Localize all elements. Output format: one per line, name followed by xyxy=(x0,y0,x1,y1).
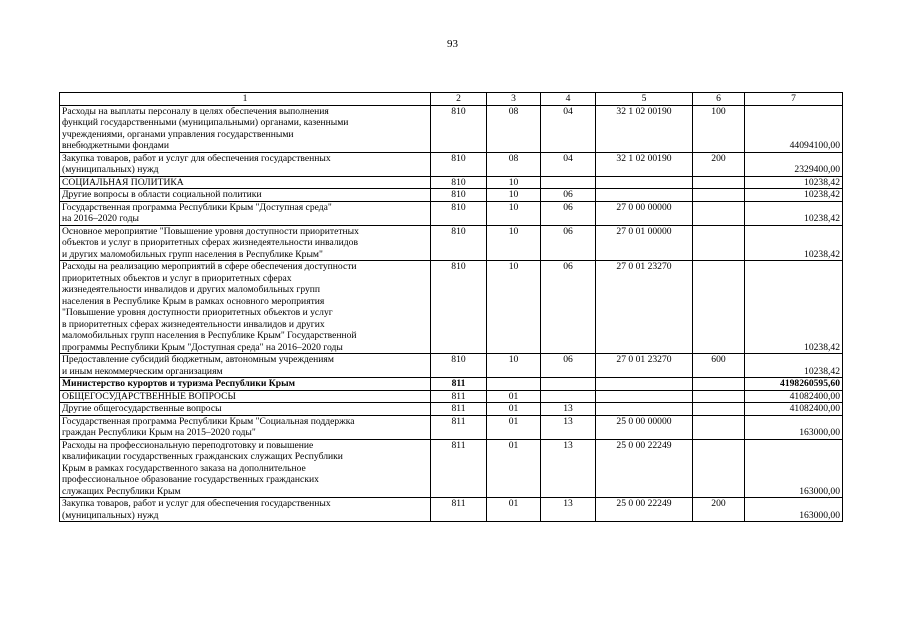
cell-sum: 163000,00 xyxy=(745,498,843,522)
cell-sum: 41082400,00 xyxy=(745,390,843,403)
cell-rz: 10 xyxy=(487,261,541,354)
cell-ved: 811 xyxy=(431,498,487,522)
header-cell: 4 xyxy=(541,93,596,106)
header-cell: 6 xyxy=(693,93,745,106)
cell-pr: 13 xyxy=(541,439,596,498)
cell-name: СОЦИАЛЬНАЯ ПОЛИТИКА xyxy=(60,176,431,189)
cell-rz: 10 xyxy=(487,354,541,378)
table-row xyxy=(60,201,843,225)
cell-sum: 163000,00 xyxy=(745,415,843,439)
cell-csr: 25 0 00 22249 xyxy=(596,439,693,498)
cell-rz: 08 xyxy=(487,152,541,176)
table-row xyxy=(60,415,843,439)
cell-pr: 06 xyxy=(541,189,596,202)
cell-ved: 810 xyxy=(431,354,487,378)
cell-sum: 41082400,00 xyxy=(745,403,843,416)
cell-ved: 810 xyxy=(431,176,487,189)
header-cell: 5 xyxy=(596,93,693,106)
cell-pr: 04 xyxy=(541,105,596,152)
header-row xyxy=(60,93,843,106)
cell-name: Другие вопросы в области социальной политики xyxy=(60,189,431,202)
cell-ved: 810 xyxy=(431,225,487,261)
cell-csr: 27 0 01 00000 xyxy=(596,225,693,261)
cell-rz: 10 xyxy=(487,201,541,225)
cell-csr xyxy=(596,378,693,391)
table-row xyxy=(60,225,843,261)
cell-csr: 32 1 02 00190 xyxy=(596,105,693,152)
cell-pr: 06 xyxy=(541,201,596,225)
cell-csr xyxy=(596,189,693,202)
cell-pr xyxy=(541,176,596,189)
cell-vr xyxy=(693,403,745,416)
cell-pr xyxy=(541,390,596,403)
cell-name: Закупка товаров, работ и услуг для обеспечения государственных (муниципальных) нужд xyxy=(60,152,431,176)
table-row xyxy=(60,189,843,202)
cell-vr xyxy=(693,378,745,391)
cell-name: Предоставление субсидий бюджетным, автономным учреждениям и иным некоммерческим организациям xyxy=(60,354,431,378)
cell-rz: 01 xyxy=(487,498,541,522)
cell-ved: 810 xyxy=(431,261,487,354)
cell-rz: 10 xyxy=(487,225,541,261)
cell-name: Расходы на профессиональную переподготовку и повышение квалификации государственных гражданских служащих Республики Крым в рамках государственного заказа на дополнительное профессиональное образование государственных гражданских служащих Республики Крым xyxy=(60,439,431,498)
cell-pr: 13 xyxy=(541,403,596,416)
cell-csr xyxy=(596,176,693,189)
cell-name: Государственная программа Республики Крым "Социальная поддержка граждан Республики Крым на 2015–2020 годы" xyxy=(60,415,431,439)
cell-ved: 810 xyxy=(431,105,487,152)
cell-csr: 27 0 00 00000 xyxy=(596,201,693,225)
cell-sum: 10238,42 xyxy=(745,189,843,202)
cell-csr: 25 0 00 00000 xyxy=(596,415,693,439)
cell-rz: 01 xyxy=(487,390,541,403)
cell-ved: 811 xyxy=(431,415,487,439)
cell-pr: 06 xyxy=(541,354,596,378)
cell-name: Министерство курортов и туризма Республики Крым xyxy=(60,378,431,391)
table-row xyxy=(60,390,843,403)
cell-csr: 25 0 00 22249 xyxy=(596,498,693,522)
cell-sum: 4198260595,60 xyxy=(745,378,843,391)
cell-vr xyxy=(693,415,745,439)
cell-sum: 10238,42 xyxy=(745,176,843,189)
cell-csr: 32 1 02 00190 xyxy=(596,152,693,176)
cell-vr xyxy=(693,390,745,403)
header-cell: 2 xyxy=(431,93,487,106)
cell-sum: 10238,42 xyxy=(745,201,843,225)
cell-name: Закупка товаров, работ и услуг для обеспечения государственных (муниципальных) нужд xyxy=(60,498,431,522)
cell-vr xyxy=(693,189,745,202)
cell-ved: 811 xyxy=(431,378,487,391)
cell-rz: 10 xyxy=(487,176,541,189)
cell-ved: 810 xyxy=(431,201,487,225)
cell-name: Расходы на реализацию мероприятий в сфере обеспечения доступности приоритетных объектов и услуг в приоритетных сферах жизнедеятельности инвалидов и других маломобильных групп населения в Республике Крым в рамках основного мероприятия "Повышение уровня доступности приоритетных объектов и услуг в приоритетных сферах жизнедеятельности инвалидов и других маломобильных групп населения в Республике Крым" Государственной программы Республики Крым "Доступная среда" на 2016–2020 годы xyxy=(60,261,431,354)
table-row xyxy=(60,378,843,391)
cell-csr: 27 0 01 23270 xyxy=(596,354,693,378)
cell-vr: 600 xyxy=(693,354,745,378)
cell-vr xyxy=(693,201,745,225)
cell-sum: 163000,00 xyxy=(745,439,843,498)
cell-pr: 13 xyxy=(541,415,596,439)
table-row xyxy=(60,176,843,189)
header-cell: 7 xyxy=(745,93,843,106)
cell-pr: 06 xyxy=(541,225,596,261)
cell-ved: 810 xyxy=(431,152,487,176)
cell-vr xyxy=(693,439,745,498)
cell-ved: 810 xyxy=(431,189,487,202)
table-row xyxy=(60,354,843,378)
cell-name: Основное мероприятие "Повышение уровня доступности приоритетных объектов и услуг в приоритетных сферах жизнедеятельности инвалидов и других маломобильных групп населения в Республике Крым" xyxy=(60,225,431,261)
cell-sum: 10238,42 xyxy=(745,261,843,354)
cell-csr xyxy=(596,403,693,416)
cell-pr: 04 xyxy=(541,152,596,176)
cell-name: ОБЩЕГОСУДАРСТВЕННЫЕ ВОПРОСЫ xyxy=(60,390,431,403)
cell-name: Другие общегосударственные вопросы xyxy=(60,403,431,416)
cell-ved: 811 xyxy=(431,403,487,416)
cell-rz: 01 xyxy=(487,415,541,439)
table-row xyxy=(60,152,843,176)
cell-vr: 100 xyxy=(693,105,745,152)
cell-ved: 811 xyxy=(431,390,487,403)
header-cell: 3 xyxy=(487,93,541,106)
cell-csr xyxy=(596,390,693,403)
cell-vr xyxy=(693,261,745,354)
cell-rz xyxy=(487,378,541,391)
cell-vr xyxy=(693,176,745,189)
cell-pr xyxy=(541,378,596,391)
header-cell: 1 xyxy=(60,93,431,106)
table-row xyxy=(60,498,843,522)
cell-sum: 44094100,00 xyxy=(745,105,843,152)
cell-pr: 13 xyxy=(541,498,596,522)
cell-csr: 27 0 01 23270 xyxy=(596,261,693,354)
table-row xyxy=(60,105,843,152)
table-row xyxy=(60,439,843,498)
cell-sum: 10238,42 xyxy=(745,225,843,261)
table-row xyxy=(60,403,843,416)
cell-ved: 811 xyxy=(431,439,487,498)
cell-vr xyxy=(693,225,745,261)
table-body xyxy=(60,105,843,522)
cell-sum: 2329400,00 xyxy=(745,152,843,176)
cell-rz: 01 xyxy=(487,403,541,416)
cell-rz: 01 xyxy=(487,439,541,498)
cell-name: Государственная программа Республики Крым "Доступная среда" на 2016–2020 годы xyxy=(60,201,431,225)
cell-rz: 10 xyxy=(487,189,541,202)
table-row xyxy=(60,261,843,354)
cell-vr: 200 xyxy=(693,498,745,522)
budget-table xyxy=(59,92,843,522)
page-number: 93 xyxy=(447,38,458,50)
cell-sum: 10238,42 xyxy=(745,354,843,378)
cell-name: Расходы на выплаты персоналу в целях обеспечения выполнения функций государственными (муниципальными) органами, казенными учреждениями, органами управления государственными внебюджетными фондами xyxy=(60,105,431,152)
cell-rz: 08 xyxy=(487,105,541,152)
cell-pr: 06 xyxy=(541,261,596,354)
cell-vr: 200 xyxy=(693,152,745,176)
